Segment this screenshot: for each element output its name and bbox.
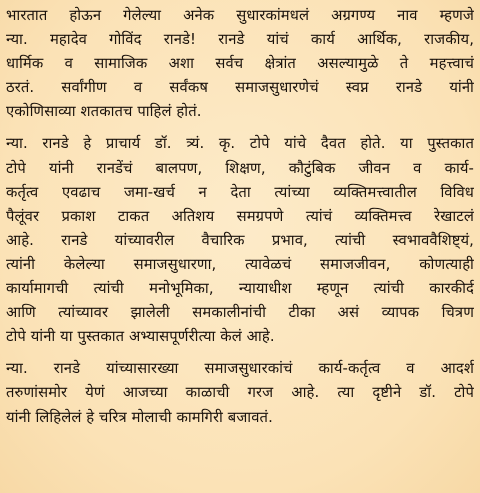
text-line: टोपे यांनी या पुस्तकात अभ्यासपूर्णरीत्या केलं आहे. xyxy=(6,328,275,346)
text-line: आणि त्यांच्यावर झालेली समकालीनांची टीका असं व्यापक चित्रण xyxy=(6,304,474,322)
text-line: टोपे यांनी रानडेंचं बालपण, शिक्षण, कौटुंबिक जीवन व कार्य- xyxy=(6,159,474,177)
text-line: कार्यामागची त्यांची मनोभूमिका, न्यायाधीश म्हणून त्यांची कारकीर्द xyxy=(6,280,474,298)
paragraph-intro xyxy=(6,4,474,124)
text-line: न्या. रानडे यांच्यासारख्या समाजसुधारकांचं कार्य-कर्तृत्व व आदर्श xyxy=(6,360,474,378)
text-line: कर्तृत्व एवढाच जमा-खर्च न देता त्यांच्या व्यक्तिमत्त्वातील विविध xyxy=(6,183,474,201)
text-line: त्यांनी केलेल्या समाजसुधारणा, त्यावेळचं समाजजीवन, कोणत्याही xyxy=(6,255,474,273)
text-line: भारतात होऊन गेलेल्या अनेक सुधारकांमधलं अग्रगण्य नाव म्हणजे xyxy=(6,7,474,24)
text-line: आहे. रानडे यांच्यावरील वैचारिक प्रभाव, त्यांची स्वभाववैशिष्ट्यं, xyxy=(6,231,474,249)
text-line: एकोणिसाव्या शतकातच पाहिलं होतं. xyxy=(6,103,202,121)
text-line: तरुणांसमोर येणं आजच्या काळाची गरज आहे. त्या दृष्टीने डॉ. टोपे xyxy=(6,384,474,402)
text-line: पैलूंवर प्रकाश टाकत अतिशय समग्रपणे त्यांचं व्यक्तिमत्त्व रेखाटलं xyxy=(6,207,474,225)
text-line: धार्मिक व सामाजिक अशा सर्वच क्षेत्रांत असल्यामुळे ते महत्त्वाचं xyxy=(6,55,474,73)
text-line: न्या. महादेव गोविंद रानडे! रानडे यांचं कार्य आर्थिक, राजकीय, xyxy=(6,31,474,49)
text-line: ठरतं. सर्वांगीण व सर्वंकष समाजसुधारणेचं स्वप्न रानडे यांनी xyxy=(6,79,474,97)
text-line: न्या. रानडे हे प्राचार्य डॉ. त्र्यं. कृ. टोपे यांचे दैवत होते. या पुस्तकात xyxy=(6,135,474,153)
paragraph-book-description xyxy=(6,132,474,349)
text-line: यांनी लिहिलेलं हे चरित्र मोलाची कामगिरी बजावतं. xyxy=(6,408,273,426)
paragraph-conclusion xyxy=(6,357,474,429)
